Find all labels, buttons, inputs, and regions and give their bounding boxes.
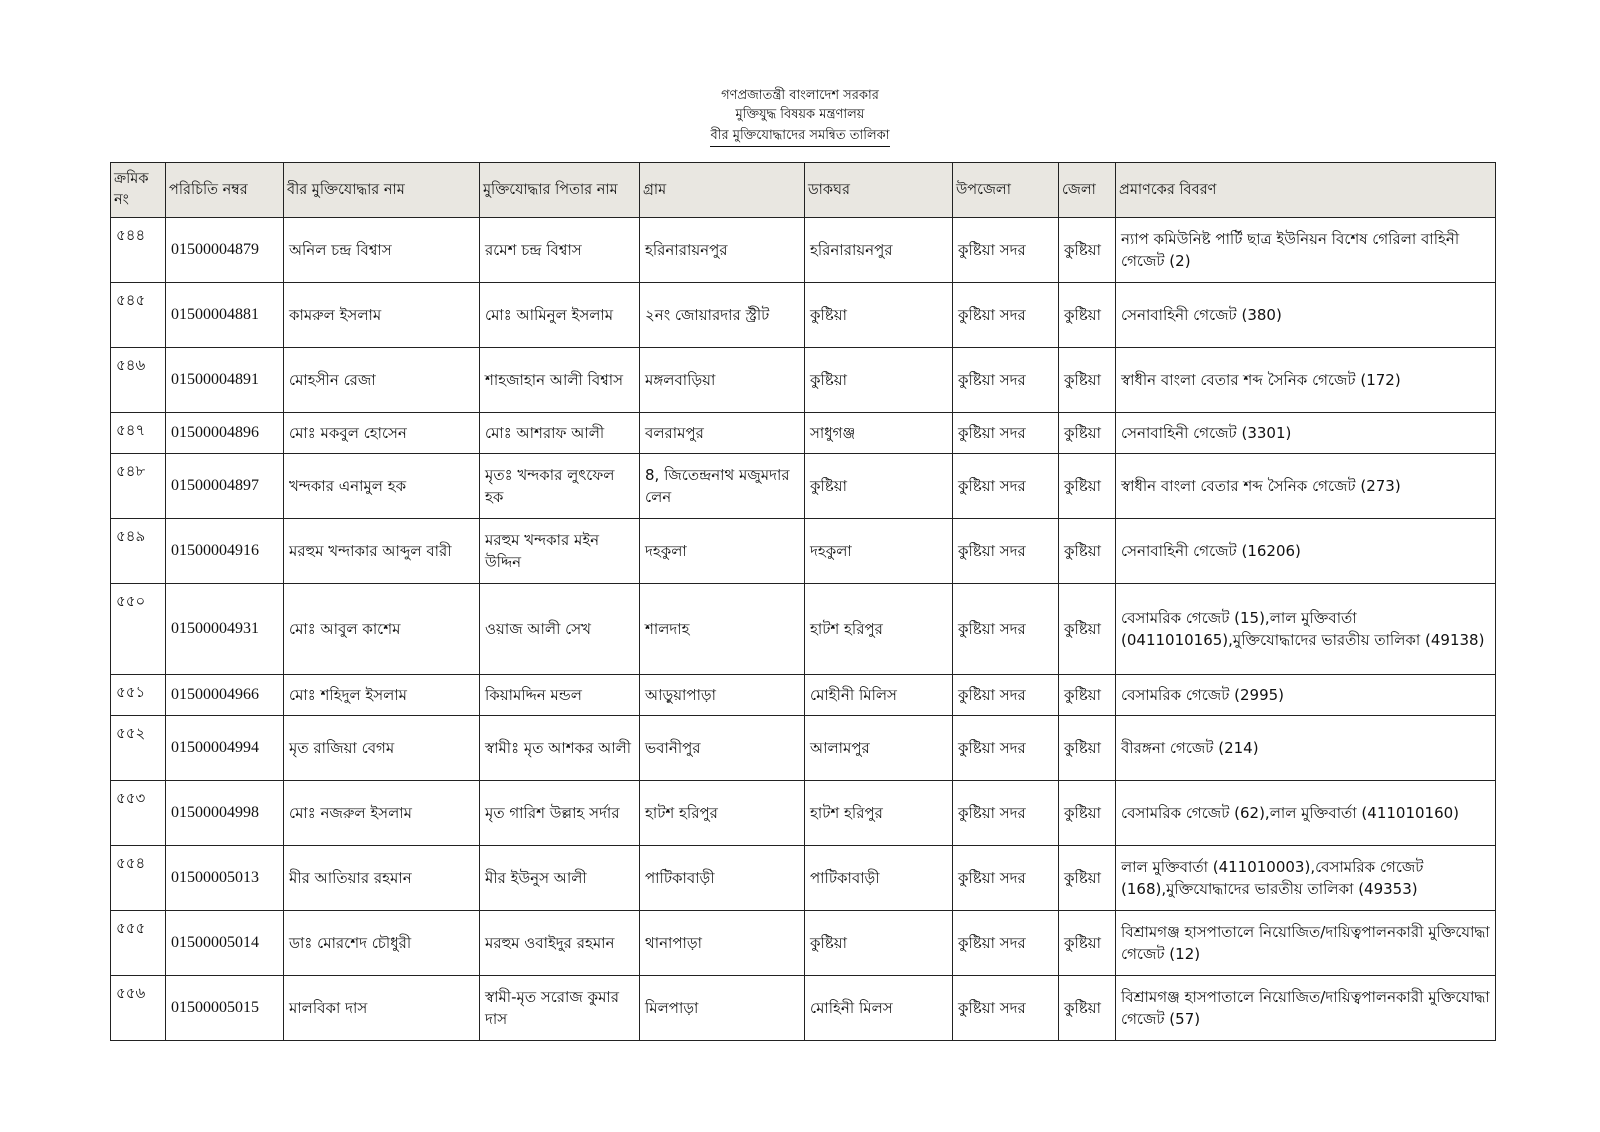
table-row bbox=[111, 911, 1496, 976]
cell-serial: ৫৫৪ bbox=[111, 846, 166, 911]
col-header-proof: প্রমাণকের বিবরণ bbox=[1116, 163, 1496, 218]
col-header-father: মুক্তিযোদ্ধার পিতার নাম bbox=[480, 163, 640, 218]
cell-upazila: কুষ্টিয়া সদর bbox=[953, 846, 1059, 911]
cell-village: হাটশ হরিপুর bbox=[640, 781, 805, 846]
cell-district: কুষ্টিয়া bbox=[1059, 976, 1116, 1041]
cell-village: মঙ্গলবাড়িয়া bbox=[640, 348, 805, 413]
cell-name: মোঃ মকবুল হোসেন bbox=[284, 413, 480, 454]
cell-name: ডাঃ মোরশেদ চৌধুরী bbox=[284, 911, 480, 976]
cell-id: 01500004891 bbox=[166, 348, 284, 413]
col-header-upazila: উপজেলা bbox=[953, 163, 1059, 218]
cell-upazila: কুষ্টিয়া সদর bbox=[953, 454, 1059, 519]
cell-post-office: আলামপুর bbox=[805, 716, 953, 781]
col-header-village: গ্রাম bbox=[640, 163, 805, 218]
cell-father: মরহুম খন্দকার মইন উদ্দিন bbox=[480, 519, 640, 584]
cell-village: মিলপাড়া bbox=[640, 976, 805, 1041]
cell-serial: ৫৫৩ bbox=[111, 781, 166, 846]
cell-serial: ৫৫১ bbox=[111, 675, 166, 716]
cell-district: কুষ্টিয়া bbox=[1059, 584, 1116, 675]
cell-village: বলরামপুর bbox=[640, 413, 805, 454]
cell-upazila: কুষ্টিয়া সদর bbox=[953, 413, 1059, 454]
cell-father: মরহুম ওবাইদুর রহমান bbox=[480, 911, 640, 976]
cell-serial: ৫৫২ bbox=[111, 716, 166, 781]
cell-serial: ৫৪৮ bbox=[111, 454, 166, 519]
cell-proof: বীরঙ্গনা গেজেট (214) bbox=[1116, 716, 1496, 781]
cell-upazila: কুষ্টিয়া সদর bbox=[953, 781, 1059, 846]
cell-post-office: কুষ্টিয়া bbox=[805, 283, 953, 348]
cell-serial: ৫৫০ bbox=[111, 584, 166, 675]
cell-name: মালবিকা দাস bbox=[284, 976, 480, 1041]
cell-serial: ৫৫৬ bbox=[111, 976, 166, 1041]
cell-district: কুষ্টিয়া bbox=[1059, 911, 1116, 976]
cell-village: আড়ুয়াপাড়া bbox=[640, 675, 805, 716]
document-heading bbox=[0, 86, 1600, 147]
table-row bbox=[111, 413, 1496, 454]
col-header-district: জেলা bbox=[1059, 163, 1116, 218]
cell-name: মোঃ নজরুল ইসলাম bbox=[284, 781, 480, 846]
cell-post-office: মোহীনী মিলিস bbox=[805, 675, 953, 716]
cell-district: কুষ্টিয়া bbox=[1059, 716, 1116, 781]
cell-name: মোঃ আবুল কাশেম bbox=[284, 584, 480, 675]
cell-district: কুষ্টিয়া bbox=[1059, 218, 1116, 283]
cell-father: মীর ইউনুস আলী bbox=[480, 846, 640, 911]
table-row bbox=[111, 348, 1496, 413]
table-row bbox=[111, 218, 1496, 283]
cell-upazila: কুষ্টিয়া সদর bbox=[953, 976, 1059, 1041]
cell-proof: ন্যাপ কমিউনিষ্ট পার্টি ছাত্র ইউনিয়ন বিশেষ গেরিলা বাহিনী গেজেট (2) bbox=[1116, 218, 1496, 283]
cell-id: 01500004931 bbox=[166, 584, 284, 675]
cell-post-office: দহকুলা bbox=[805, 519, 953, 584]
cell-proof: সেনাবাহিনী গেজেট (380) bbox=[1116, 283, 1496, 348]
cell-father: মোঃ আশরাফ আলী bbox=[480, 413, 640, 454]
cell-proof: বিশ্রামগঞ্জ হাসপাতালে নিয়োজিত/দায়িত্বপালনকারী মুক্তিযোদ্ধা গেজেট (57) bbox=[1116, 976, 1496, 1041]
cell-serial: ৫৪৭ bbox=[111, 413, 166, 454]
table-body bbox=[111, 218, 1496, 1041]
ministry-title: মুক্তিযুদ্ধ বিষয়ক মন্ত্রণালয় bbox=[735, 107, 865, 122]
table-row bbox=[111, 675, 1496, 716]
cell-upazila: কুষ্টিয়া সদর bbox=[953, 716, 1059, 781]
cell-father: রমেশ চন্দ্র বিশ্বাস bbox=[480, 218, 640, 283]
cell-serial: ৫৪৫ bbox=[111, 283, 166, 348]
cell-name: মীর আতিয়ার রহমান bbox=[284, 846, 480, 911]
table-row bbox=[111, 716, 1496, 781]
cell-id: 01500004879 bbox=[166, 218, 284, 283]
cell-post-office: মোহিনী মিলস bbox=[805, 976, 953, 1041]
col-header-name: বীর মুক্তিযোদ্ধার নাম bbox=[284, 163, 480, 218]
government-title: গণপ্রজাতন্ত্রী বাংলাদেশ সরকার bbox=[721, 88, 879, 103]
cell-upazila: কুষ্টিয়া সদর bbox=[953, 584, 1059, 675]
cell-district: কুষ্টিয়া bbox=[1059, 675, 1116, 716]
cell-name: খন্দকার এনামুল হক bbox=[284, 454, 480, 519]
cell-upazila: কুষ্টিয়া সদর bbox=[953, 519, 1059, 584]
cell-district: কুষ্টিয়া bbox=[1059, 348, 1116, 413]
cell-proof: সেনাবাহিনী গেজেট (3301) bbox=[1116, 413, 1496, 454]
cell-serial: ৫৪৬ bbox=[111, 348, 166, 413]
cell-id: 01500005015 bbox=[166, 976, 284, 1041]
table-row bbox=[111, 283, 1496, 348]
cell-name: অনিল চন্দ্র বিশ্বাস bbox=[284, 218, 480, 283]
cell-upazila: কুষ্টিয়া সদর bbox=[953, 348, 1059, 413]
cell-village: ২নং জোয়ারদার স্ট্রীট bbox=[640, 283, 805, 348]
cell-id: 01500005013 bbox=[166, 846, 284, 911]
cell-proof: বেসামরিক গেজেট (62),লাল মুক্তিবার্তা (411010160) bbox=[1116, 781, 1496, 846]
cell-serial: ৫৫৫ bbox=[111, 911, 166, 976]
cell-name: মরহুম খন্দাকার আব্দুল বারী bbox=[284, 519, 480, 584]
cell-village: দহকুলা bbox=[640, 519, 805, 584]
table-row bbox=[111, 846, 1496, 911]
col-header-post-office: ডাকঘর bbox=[805, 163, 953, 218]
col-header-serial: ক্রমিক নং bbox=[111, 163, 166, 218]
cell-village: 8, জিতেন্দ্রনাথ মজুমদার লেন bbox=[640, 454, 805, 519]
cell-village: ভবানীপুর bbox=[640, 716, 805, 781]
cell-post-office: হাটশ হরিপুর bbox=[805, 584, 953, 675]
cell-id: 01500004896 bbox=[166, 413, 284, 454]
cell-father: স্বামীঃ মৃত আশকর আলী bbox=[480, 716, 640, 781]
cell-id: 01500004916 bbox=[166, 519, 284, 584]
cell-father: শাহজাহান আলী বিশ্বাস bbox=[480, 348, 640, 413]
cell-name: মোঃ শহিদুল ইসলাম bbox=[284, 675, 480, 716]
cell-name: কামরুল ইসলাম bbox=[284, 283, 480, 348]
table-row bbox=[111, 976, 1496, 1041]
cell-post-office: কুষ্টিয়া bbox=[805, 911, 953, 976]
cell-father: স্বামী-মৃত সরোজ কুমার দাস bbox=[480, 976, 640, 1041]
cell-district: কুষ্টিয়া bbox=[1059, 454, 1116, 519]
cell-upazila: কুষ্টিয়া সদর bbox=[953, 675, 1059, 716]
table-row bbox=[111, 781, 1496, 846]
cell-village: শালদাহ bbox=[640, 584, 805, 675]
cell-id: 01500004897 bbox=[166, 454, 284, 519]
table-header-row bbox=[111, 163, 1496, 218]
cell-father: কিয়ামদ্দিন মন্ডল bbox=[480, 675, 640, 716]
cell-proof: স্বাধীন বাংলা বেতার শব্দ সৈনিক গেজেট (273) bbox=[1116, 454, 1496, 519]
cell-post-office: পাটিকাবাড়ী bbox=[805, 846, 953, 911]
cell-proof: সেনাবাহিনী গেজেট (16206) bbox=[1116, 519, 1496, 584]
cell-proof: লাল মুক্তিবার্তা (411010003),বেসামরিক গেজেট (168),মুক্তিযোদ্ধাদের ভারতীয় তালিকা (49353) bbox=[1116, 846, 1496, 911]
freedom-fighter-table bbox=[110, 162, 1496, 1041]
cell-district: কুষ্টিয়া bbox=[1059, 283, 1116, 348]
cell-district: কুষ্টিয়া bbox=[1059, 846, 1116, 911]
cell-village: পাটিকাবাড়ী bbox=[640, 846, 805, 911]
cell-father: ওয়াজ আলী সেখ bbox=[480, 584, 640, 675]
cell-proof: বিশ্রামগঞ্জ হাসপাতালে নিয়োজিত/দায়িত্বপালনকারী মুক্তিযোদ্ধা গেজেট (12) bbox=[1116, 911, 1496, 976]
cell-village: হরিনারায়নপুর bbox=[640, 218, 805, 283]
cell-father: মৃত গারিশ উল্লাহ সর্দার bbox=[480, 781, 640, 846]
cell-district: কুষ্টিয়া bbox=[1059, 781, 1116, 846]
cell-id: 01500004966 bbox=[166, 675, 284, 716]
cell-post-office: সাধুগঞ্জ bbox=[805, 413, 953, 454]
cell-serial: ৫৪৯ bbox=[111, 519, 166, 584]
cell-post-office: হরিনারায়নপুর bbox=[805, 218, 953, 283]
cell-district: কুষ্টিয়া bbox=[1059, 413, 1116, 454]
cell-name: মৃত রাজিয়া বেগম bbox=[284, 716, 480, 781]
list-title: বীর মুক্তিযোদ্ধাদের সমন্বিত তালিকা bbox=[710, 126, 889, 147]
cell-proof: বেসামরিক গেজেট (15),লাল মুক্তিবার্তা (0411010165),মুক্তিযোদ্ধাদের ভারতীয় তালিকা (49138) bbox=[1116, 584, 1496, 675]
cell-post-office: হাটশ হরিপুর bbox=[805, 781, 953, 846]
cell-proof: বেসামরিক গেজেট (2995) bbox=[1116, 675, 1496, 716]
cell-upazila: কুষ্টিয়া সদর bbox=[953, 218, 1059, 283]
cell-father: মৃতঃ খন্দকার লুৎফেল হক bbox=[480, 454, 640, 519]
cell-id: 01500004998 bbox=[166, 781, 284, 846]
cell-name: মোহসীন রেজা bbox=[284, 348, 480, 413]
cell-id: 01500004994 bbox=[166, 716, 284, 781]
cell-id: 01500005014 bbox=[166, 911, 284, 976]
table-row bbox=[111, 519, 1496, 584]
cell-post-office: কুষ্টিয়া bbox=[805, 454, 953, 519]
cell-village: থানাপাড়া bbox=[640, 911, 805, 976]
cell-upazila: কুষ্টিয়া সদর bbox=[953, 911, 1059, 976]
col-header-id: পরিচিতি নম্বর bbox=[166, 163, 284, 218]
cell-upazila: কুষ্টিয়া সদর bbox=[953, 283, 1059, 348]
cell-proof: স্বাধীন বাংলা বেতার শব্দ সৈনিক গেজেট (172) bbox=[1116, 348, 1496, 413]
cell-serial: ৫৪৪ bbox=[111, 218, 166, 283]
cell-district: কুষ্টিয়া bbox=[1059, 519, 1116, 584]
cell-post-office: কুষ্টিয়া bbox=[805, 348, 953, 413]
cell-id: 01500004881 bbox=[166, 283, 284, 348]
table-row bbox=[111, 584, 1496, 675]
table-row bbox=[111, 454, 1496, 519]
cell-father: মোঃ আমিনুল ইসলাম bbox=[480, 283, 640, 348]
